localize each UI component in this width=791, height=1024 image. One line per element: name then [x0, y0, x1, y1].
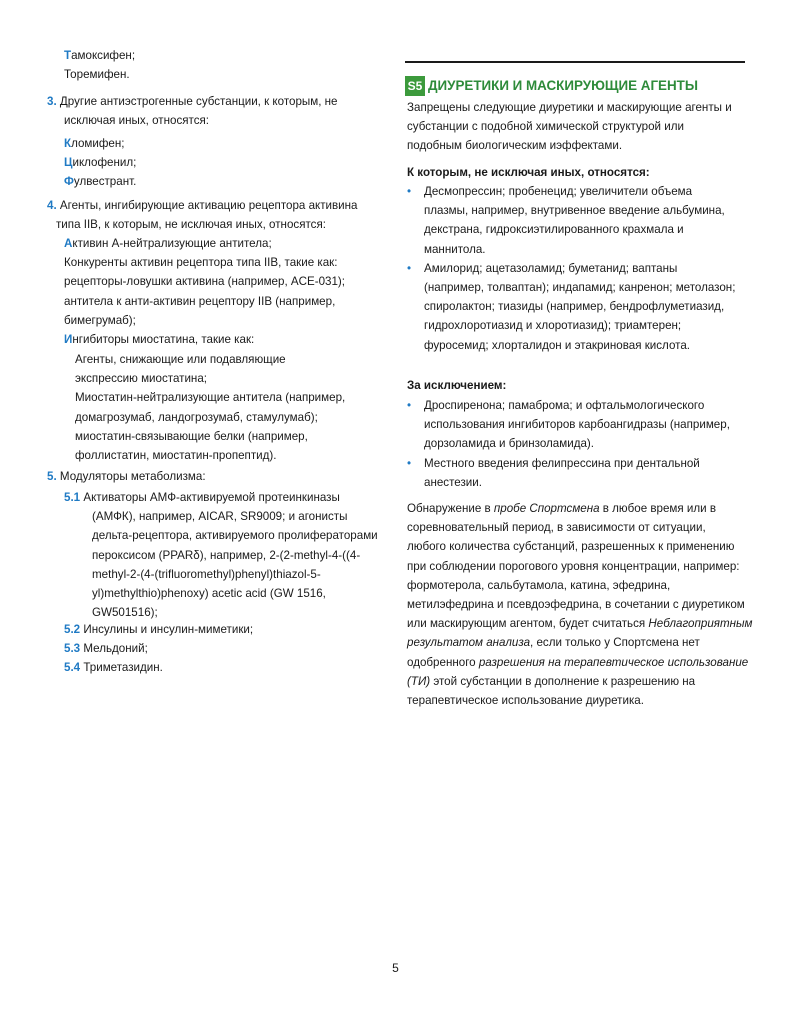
bullet-line: Местного введения фелипрессина при дентальной [424, 456, 700, 470]
intro-paragraph [407, 98, 732, 156]
section-divider-rule [405, 61, 745, 63]
section-5-title: Модуляторы метаболизма: [59, 470, 206, 483]
section-4-title-line1: Агенты, ингибирующие активацию рецептора активина [59, 199, 358, 212]
section-4 [47, 196, 358, 234]
section-5-2-text: Инсулины и инсулин-миметики; [83, 623, 254, 636]
bullet-line: фуросемид; хлорталидон и этакриновая кислота. [424, 338, 690, 352]
item-toremifene: Торемифен. [64, 68, 130, 82]
list-item: Циклофенил; [64, 156, 137, 170]
intro-line: Запрещены следующие диуретики и маскирующие агенты и [407, 101, 732, 114]
section-5-3 [64, 639, 253, 658]
term-adverse-finding: Неблагоприятным [648, 617, 753, 631]
bullet-line: маннитола. [424, 242, 486, 256]
except-bullet-item [407, 396, 747, 454]
section-4-line: антитела к анти-активин рецептору IIB (например, [64, 294, 336, 308]
myostatin-subitem-line: экспрессию миостатина; [75, 372, 207, 386]
bullet-icon: • [407, 399, 412, 412]
intro-line: подобным биологическим иэффектами. [407, 139, 623, 153]
section-5-4-text: Триметазидин. [83, 661, 163, 675]
section-3 [47, 92, 338, 130]
bullet-line: (например, толваптан); индапамид; канренон; метолазон; [424, 280, 736, 294]
list-item: Активин А-нейтрализующие антитела; [64, 237, 272, 250]
bullet-line: Дроспиренона; памаброма; и офтальмологического [424, 399, 705, 412]
bullet-line: анестезии. [424, 475, 482, 489]
section-5-4 [64, 658, 253, 677]
bullet-line: использования ингибиторов карбоангидразы (например, [424, 418, 730, 432]
section-4-items [64, 234, 345, 349]
item-tamoxifen-text: амоксифен; [71, 49, 136, 62]
term-tue: разрешения на терапевтическое использование [478, 655, 749, 669]
bullet-line: спиролактон; тиазиды (например, бендрофлуметиазид, [424, 300, 725, 314]
section-5-1-line: yl)methylthio)phenoxy) acetic acid (GW 1516, [92, 586, 326, 600]
bullet-line: Десмопрессин; пробенецид; увеличители объема [424, 185, 693, 198]
myostatin-inhibitor-subitems [75, 350, 345, 465]
section-5-1: 5.1 Активаторы АМФ-активируемой протеинкиназы (АМФК), например, AICAR, SR9009; и агонисты дельта-рецептора, активируемого пролифераторами пероксисом (PPARδ), например, 2-(2-methyl-4-((4- methyl-2-(4-(trifluoromethyl)phenyl)thiazol-5- yl)methylthio)phenoxy) acetic acid (GW 1516, GW501516); [64, 488, 378, 622]
include-title: К которым, не исключая иных, относятся: [407, 166, 650, 179]
section-4-line: бимегрумаб); [64, 313, 136, 327]
section-4-line: Конкуренты активин рецептора типа IIB, такие как: [64, 256, 338, 270]
section-5-1-number: 5.1 [64, 491, 81, 504]
bullet-icon: • [407, 185, 412, 198]
list-item: Кломифен; [64, 137, 125, 150]
section-5-1-line: пероксисом (PPARδ), например, 2-(2-methyl-4-((4- [92, 548, 361, 562]
section-5-1-line: дельта-рецептора, активируемого пролифераторами [92, 529, 378, 543]
section-3-title-line1: Другие антиэстрогенные субстанции, к которым, не [59, 95, 338, 108]
section-4-title-line2: типа IIB, к которым, не исключая иных, относятся: [56, 218, 326, 232]
section-3-title-line2: исключая иных, относятся: [64, 114, 210, 128]
section-5-2 [64, 620, 253, 678]
list-item: Фулвестрант. [64, 175, 137, 189]
bullet-icon: • [407, 456, 412, 470]
section-5-1-line: (АМФК), например, AICAR, SR9009; и агонисты [92, 510, 348, 524]
myostatin-subitem-line: фоллистатин, миостатин-пропептид). [75, 448, 277, 462]
section-5-3-text: Мельдоний; [83, 642, 148, 656]
section-5 [47, 467, 206, 486]
list-item: Ингибиторы миостатина, такие как: [64, 332, 255, 346]
except-title: За исключением: [407, 379, 507, 392]
detection-paragraph: Обнаружение в пробе Спортсмена в любое время или в соревновательный период, в зависимости от ситуации, любого количества субстанций, разрешенных к применению при соблюдении порогового уровня концентрации, например: формотерола, сальбутамола, катина, эфедрина, метилэфедрина и псевдоэфедрина, в сочетании с диуретиком или маскирующим агентом, будет считаться Неблагоприятным результатом анализа, если только у Спортсмена нет одобренного разрешения на терапевтическое использование (ТИ) этой субстанции в дополнение к разрешению на терапевтическое использование диуретика. [407, 502, 753, 707]
item-tamoxifen: Тамоксифен; [64, 49, 136, 62]
include-bullet-item [407, 182, 747, 259]
section-5-4-number: 5.4 [64, 661, 81, 675]
bullet-line: дорзоламида и бринзоламида). [424, 437, 594, 451]
myostatin-subitem-line: миостатин-связывающие белки (например, [75, 429, 308, 443]
section-4-line: рецепторы-ловушки активина (например, ACE-031); [64, 275, 346, 289]
section-3-number: 3. [47, 95, 57, 108]
bullet-icon: • [407, 261, 412, 275]
myostatin-subitem-line: Агенты, снижающие или подавляющие [75, 353, 286, 366]
section-5-1-line: GW501516); [92, 606, 158, 620]
myostatin-subitem-line: домагрозумаб, ландогрозумаб, стамулумаб); [75, 410, 318, 424]
except-bullets [407, 396, 747, 492]
section-5-2-number: 5.2 [64, 623, 81, 636]
bullet-line: плазмы, например, внутривенное введение альбумина, [424, 204, 725, 218]
section-3-items [64, 134, 136, 192]
bullet-line: гидрохлоротиазид и хлоротиазид); триамтерен; [424, 319, 682, 333]
section-badge-s5: S5 [405, 76, 425, 96]
include-bullets [407, 182, 747, 355]
bullet-line: Амилорид; ацетазоламид; буметанид; ваптаны [424, 261, 678, 275]
term-athlete-sample: пробе Спортсмена [493, 502, 600, 515]
section-5-1-line: methyl-2-(4-(trifluoromethyl)phenyl)thiazol-5- [92, 567, 321, 581]
section-4-number: 4. [47, 199, 57, 212]
bullet-line: декстрана, гидроксиэтилированного крахмала и [424, 223, 684, 237]
except-bullet-item [407, 454, 747, 492]
myostatin-subitem-line: Миостатин-нейтрализующие антитела (например, [75, 391, 346, 405]
section-5-number: 5. [47, 470, 57, 483]
page-number: 5 [392, 961, 399, 975]
include-bullet-item [407, 259, 747, 355]
section-5-3-number: 5.3 [64, 642, 81, 656]
antiestrogen-list-continued [64, 46, 135, 84]
intro-line: субстанции с подобной химической структурой или [407, 120, 684, 134]
section-heading: ДИУРЕТИКИ И МАСКИРУЮЩИЕ АГЕНТЫ [428, 78, 698, 93]
